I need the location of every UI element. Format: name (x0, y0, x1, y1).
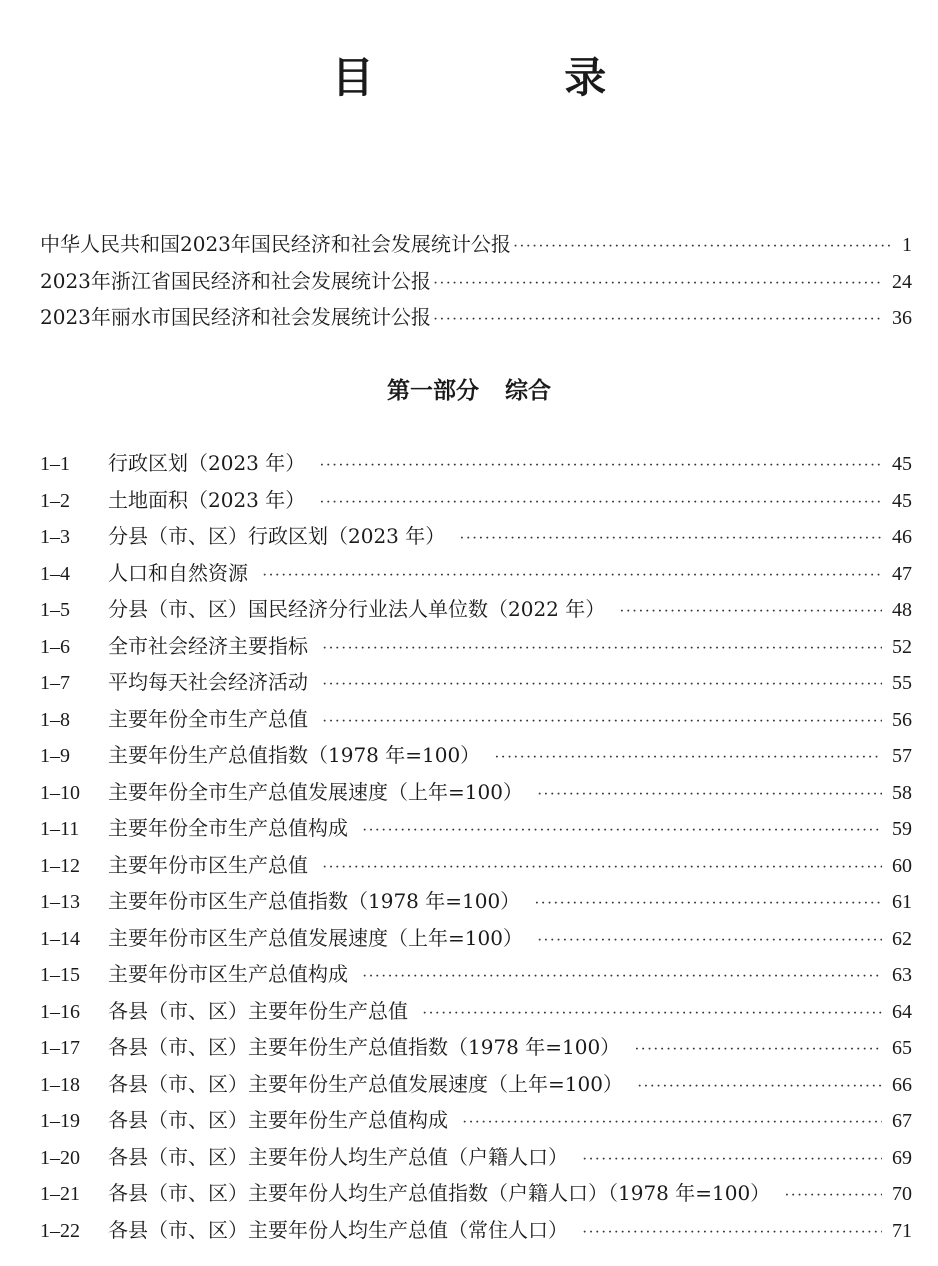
entry-page: 47 (892, 562, 912, 585)
entry-number: 1–2 (40, 489, 70, 512)
entry-title: 全市社会经济主要指标 (108, 633, 308, 658)
toc-entry-bulletin[interactable] (40, 226, 912, 263)
toc-entry-table[interactable] (40, 1029, 912, 1066)
dot-leader (322, 704, 882, 741)
entry-title: 中华人民共和国2023年国民经济和社会发展统计公报 (40, 232, 511, 256)
toc-entry-table[interactable] (40, 1139, 912, 1176)
entry-title: 主要年份全市生产总值发展速度（上年=100） (108, 779, 523, 804)
toc-entry-table[interactable] (40, 1066, 912, 1103)
entry-number: 1–4 (40, 562, 70, 585)
dot-leader (634, 1032, 882, 1069)
dot-leader (362, 813, 882, 850)
toc-entry-table[interactable] (40, 1175, 912, 1212)
section-heading (0, 373, 938, 409)
dot-leader (433, 266, 882, 303)
entry-number: 1–15 (40, 964, 80, 986)
dot-leader (322, 667, 882, 704)
entry-page: 52 (892, 635, 912, 658)
toc-entry-table[interactable] (40, 628, 912, 665)
dot-leader (534, 886, 882, 923)
entry-page: 57 (892, 745, 912, 767)
entry-number: 1–14 (40, 927, 80, 950)
toc-entry-table[interactable] (40, 555, 912, 592)
entry-page: 60 (892, 854, 912, 877)
entry-title: 分县（市、区）行政区划（2023 年） (108, 524, 446, 548)
entry-page: 48 (892, 599, 912, 621)
toc-entry-bulletin[interactable] (40, 299, 912, 336)
entry-number: 1–18 (40, 1073, 80, 1096)
page-title: 目 录 (331, 53, 695, 102)
entry-title: 各县（市、区）主要年份生产总值 (108, 998, 408, 1023)
entry-page: 58 (892, 781, 912, 804)
toc-entry-table[interactable] (40, 482, 912, 519)
toc-entry-table[interactable] (40, 993, 912, 1030)
dot-leader (582, 1142, 882, 1179)
dot-leader (637, 1069, 882, 1106)
entry-title: 平均每天社会经济活动 (108, 670, 308, 694)
entry-title: 各县（市、区）主要年份人均生产总值（常住人口） (108, 1217, 568, 1242)
entry-number: 1–11 (40, 818, 80, 840)
entry-page: 24 (892, 270, 912, 293)
entry-number: 1–9 (40, 745, 70, 767)
toc-entry-table[interactable] (40, 847, 912, 884)
entry-number: 1–6 (40, 635, 70, 658)
dot-leader (513, 229, 892, 266)
entry-title: 主要年份市区生产总值构成 (108, 962, 348, 986)
entry-page: 67 (892, 1110, 912, 1132)
entry-title: 2023年丽水市国民经济和社会发展统计公报 (40, 305, 431, 329)
dot-leader (362, 959, 882, 996)
entry-page: 71 (892, 1219, 912, 1242)
entry-title: 分县（市、区）国民经济分行业法人单位数（2022 年） (108, 597, 606, 621)
entry-page: 61 (892, 891, 912, 913)
dot-leader (422, 996, 882, 1033)
entry-title: 人口和自然资源 (108, 560, 248, 585)
toc-entry-table[interactable] (40, 591, 912, 628)
entry-page: 65 (892, 1037, 912, 1059)
dot-leader (319, 448, 882, 485)
entry-number: 1–8 (40, 708, 70, 731)
dot-leader (433, 302, 882, 339)
entry-number: 1–1 (40, 453, 70, 475)
entry-title: 主要年份生产总值指数（1978 年=100） (108, 743, 481, 767)
toc-entry-table[interactable] (40, 518, 912, 555)
entry-page: 66 (892, 1073, 912, 1096)
entry-number: 1–19 (40, 1110, 80, 1132)
entry-number: 1–22 (40, 1219, 80, 1242)
dot-leader (322, 631, 882, 668)
table-list (40, 445, 912, 1248)
entry-number: 1–5 (40, 599, 70, 621)
entry-page: 69 (892, 1146, 912, 1169)
section-name: 综合 (505, 378, 551, 404)
toc-entry-bulletin[interactable] (40, 263, 912, 300)
entry-page: 45 (892, 453, 912, 475)
entry-number: 1–3 (40, 526, 70, 548)
entry-title: 主要年份市区生产总值 (108, 852, 308, 877)
entry-page: 64 (892, 1000, 912, 1023)
dot-leader (537, 923, 882, 960)
dot-leader (322, 850, 882, 887)
entry-number: 1–10 (40, 781, 80, 804)
bulletin-list (40, 226, 912, 336)
toc-entry-table[interactable] (40, 956, 912, 993)
entry-number: 1–21 (40, 1183, 80, 1205)
entry-title: 主要年份市区生产总值指数（1978 年=100） (108, 889, 521, 913)
entry-number: 1–20 (40, 1146, 80, 1169)
entry-number: 1–7 (40, 672, 70, 694)
entry-title: 主要年份全市生产总值 (108, 706, 308, 731)
toc-entry-table[interactable] (40, 774, 912, 811)
dot-leader (537, 777, 882, 814)
entry-title: 土地面积（2023 年） (108, 487, 306, 512)
entry-page: 70 (892, 1183, 912, 1205)
dot-leader (459, 521, 882, 558)
toc-entry-table[interactable] (40, 445, 912, 482)
entry-number: 1–13 (40, 891, 80, 913)
toc-entry-table[interactable] (40, 810, 912, 847)
entry-page: 55 (892, 672, 912, 694)
dot-leader (619, 594, 882, 631)
toc-entry-table[interactable] (40, 701, 912, 738)
entry-title: 各县（市、区）主要年份生产总值发展速度（上年=100） (108, 1071, 623, 1096)
dot-leader (319, 485, 882, 522)
dot-leader (462, 1105, 882, 1142)
toc-entry-table[interactable] (40, 1102, 912, 1139)
entry-title: 主要年份全市生产总值构成 (108, 816, 348, 840)
toc-entry-table[interactable] (40, 737, 912, 774)
entry-page: 1 (902, 234, 912, 256)
entry-title: 各县（市、区）主要年份生产总值构成 (108, 1108, 448, 1132)
entry-page: 45 (892, 489, 912, 512)
section-part: 第一部分 (387, 378, 479, 404)
entry-number: 1–16 (40, 1000, 80, 1023)
entry-page: 62 (892, 927, 912, 950)
entry-title: 2023年浙江省国民经济和社会发展统计公报 (40, 268, 431, 293)
dot-leader (784, 1178, 882, 1215)
entry-number: 1–17 (40, 1037, 80, 1059)
entry-page: 56 (892, 708, 912, 731)
entry-page: 63 (892, 964, 912, 986)
entry-page: 36 (892, 307, 912, 329)
toc-entry-table[interactable] (40, 883, 912, 920)
dot-leader (262, 558, 882, 595)
toc-entry-table[interactable] (40, 920, 912, 957)
entry-title: 各县（市、区）主要年份人均生产总值（户籍人口） (108, 1144, 568, 1169)
entry-title: 主要年份市区生产总值发展速度（上年=100） (108, 925, 523, 950)
entry-page: 59 (892, 818, 912, 840)
dot-leader (494, 740, 882, 777)
entry-title: 各县（市、区）主要年份人均生产总值指数（户籍人口）（1978 年=100） (108, 1181, 771, 1205)
entry-title: 各县（市、区）主要年份生产总值指数（1978 年=100） (108, 1035, 621, 1059)
entry-page: 46 (892, 526, 912, 548)
dot-leader (582, 1215, 882, 1252)
entry-number: 1–12 (40, 854, 80, 877)
toc-entry-table[interactable] (40, 1212, 912, 1249)
entry-title: 行政区划（2023 年） (108, 451, 306, 475)
toc-entry-table[interactable] (40, 664, 912, 701)
